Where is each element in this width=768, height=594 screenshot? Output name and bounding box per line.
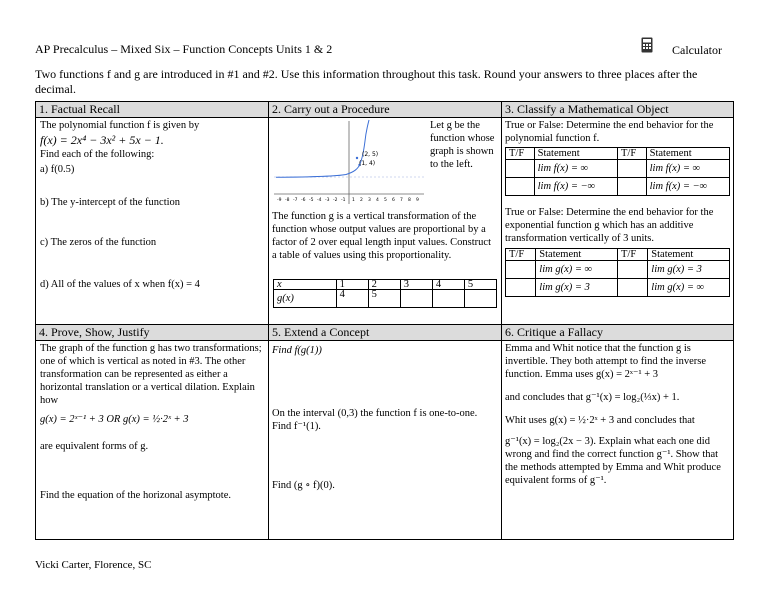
limit-statement: lim g(x) = ∞ [648,279,730,297]
limit-statement: lim f(x) = −∞ [646,178,729,196]
end-behavior-table-f [505,147,730,196]
s6-p1: Emma and Whit notice that the function g is invertible. They both attempt to find the inverse function. Emma uses g(x) = 2ˣ⁻¹ + 3 [505,343,707,380]
x-tick-label: 5 [384,198,387,203]
table-cell: 1 [336,280,368,290]
table-cell: 2 [368,280,400,290]
limit-statement: lim g(x) = 3 [536,279,618,297]
x-tick-label: -1 [341,198,346,203]
x-tick-label: 3 [368,198,371,203]
s2-body: The function g is a vertical transformation of the function whose output values are proportional by a factor of 2 over equal length input values. Construct a table of values using this proportionality. [272,211,491,261]
table-row [506,261,730,279]
s1-part-b: b) The y-intercept of the function [40,197,181,208]
tf-answer-cell[interactable] [617,178,646,196]
table-row [506,249,730,261]
table-row [506,279,730,297]
x-tick-label: 2 [360,198,363,203]
s3-p1: True or False: Determine the end behavior for the polynomial function f. [505,120,714,144]
tf-answer-cell[interactable] [506,261,536,279]
s4-p2: are equivalent forms of g. [40,441,149,452]
table-header-x: x [274,280,337,290]
x-tick-label: 6 [392,198,395,203]
table-row [506,178,730,196]
s1-find: Find each of the following: [40,149,155,160]
s6-p4: g⁻¹(x) = log₂(2x − 3). Explain what each one did wrong and find the correct function g⁻¹. Show that the methods attempted by Emma and Whit produce equivalent forms of g⁻¹. [505,436,721,486]
s1-function: f(x) = 2x⁴ − 3x² + 5x − 1. [40,133,164,147]
s4-p1: The graph of the function g has two transformations; one of which is vertical as noted in #3. The other transformation can be represented as either a horizontal translation or a vertical dilation. Explain how [40,343,262,406]
x-tick-label: 4 [376,198,379,203]
x-tick-label: -3 [325,198,330,203]
table-cell [464,290,496,308]
table-cell: 4 [432,280,464,290]
tf-header: T/F [617,249,647,261]
table-cell: 5 [368,290,400,308]
author-footer: Vicki Carter, Florence, SC [35,559,152,571]
limit-statement: lim f(x) = −∞ [534,178,617,196]
graph-point-label: (2, 5) [362,151,379,158]
section-1-body [40,119,265,291]
x-tick-label: -9 [277,198,282,203]
section-6-heading: 6. Critique a Fallacy [502,325,733,340]
tf-answer-cell[interactable] [617,160,646,178]
calculator-label: Calculator [672,43,722,57]
statement-header: Statement [646,148,729,160]
table-header-gx: g(x) [274,290,337,308]
s1-intro: The polynomial function f is given by [40,120,200,131]
section-5-heading: 5. Extend a Concept [269,325,501,340]
x-tick-label: 7 [400,198,403,203]
table-cell: 4 [336,290,368,308]
s1-part-d: d) All of the values of x when f(x) = 4 [40,279,200,290]
s4-p3: Find the equation of the horizonal asymptote. [40,490,231,501]
task-grid [35,101,734,540]
s2-side-text: Let g be the function whose graph is shown to the left. [430,120,495,170]
s3-p2: True or False: Determine the end behavior for the exponential function g which has an additive transformation vertically of 3 units. [505,207,714,244]
x-tick-label: -2 [333,198,338,203]
section-5-body [272,344,497,492]
x-tick-label: 9 [416,198,419,203]
tf-answer-cell[interactable] [617,279,647,297]
tf-answer-cell[interactable] [506,160,535,178]
x-tick-label: 1 [352,198,355,203]
x-tick-label: -8 [285,198,290,203]
limit-statement: lim g(x) = 3 [648,261,730,279]
table-cell: 5 [464,280,496,290]
values-table [273,279,497,308]
x-tick-label: -5 [309,198,314,203]
tf-header: T/F [617,148,646,160]
s1-part-c: c) The zeros of the function [40,237,157,248]
table-row [274,280,497,290]
tf-answer-cell[interactable] [506,178,535,196]
s5-p3: Find (g ∘ f)(0). [272,480,335,491]
limit-statement: lim g(x) = ∞ [536,261,618,279]
s4-equation: g(x) = 2ˣ⁻¹ + 3 OR g(x) = ½·2ˣ + 3 [40,414,189,425]
table-row [274,290,497,308]
section-4-heading: 4. Prove, Show, Justify [36,325,268,340]
tf-header: T/F [506,249,536,261]
exponential-graph [274,119,424,205]
x-tick-label: 8 [408,198,411,203]
section-3-heading: 3. Classify a Mathematical Object [502,102,733,117]
table-row [506,148,730,160]
s1-part-a: a) f(0.5) [40,164,75,175]
tf-answer-cell[interactable] [506,279,536,297]
document-title: AP Precalculus – Mixed Six – Function Concepts Units 1 & 2 [35,42,333,56]
table-cell [432,290,464,308]
graph-point-label: (1, 4) [359,160,376,167]
limit-statement: lim f(x) = ∞ [534,160,617,178]
tf-header: T/F [506,148,535,160]
section-4-body [40,342,265,502]
statement-header: Statement [534,148,617,160]
table-cell [400,290,432,308]
s6-p3: Whit uses g(x) = ½·2ˣ + 3 and concludes that [505,415,695,426]
statement-header: Statement [536,249,618,261]
s5-p1: Find f(g(1)) [272,345,322,356]
calculator-icon [641,37,653,53]
section-6-body [505,342,731,487]
section-1-heading: 1. Factual Recall [36,102,268,117]
statement-header: Statement [648,249,730,261]
end-behavior-table-g [505,248,730,297]
limit-statement: lim f(x) = ∞ [646,160,729,178]
s5-p2: On the interval (0,3) the function f is one-to-one. Find f⁻¹(1). [272,408,478,432]
table-cell: 3 [400,280,432,290]
intro-text: Two functions f and g are introduced in #1 and #2. Use this information throughout this task. Round your answers to three places after the decimal. [35,67,698,96]
x-tick-label: -4 [317,198,322,203]
tf-answer-cell[interactable] [617,261,647,279]
section-2-heading: 2. Carry out a Procedure [269,102,501,117]
x-tick-label: -7 [293,198,298,203]
s6-p2: and concludes that g⁻¹(x) = log₂(⅓x) + 1. [505,392,680,403]
x-tick-label: -6 [301,198,306,203]
table-row [506,160,730,178]
